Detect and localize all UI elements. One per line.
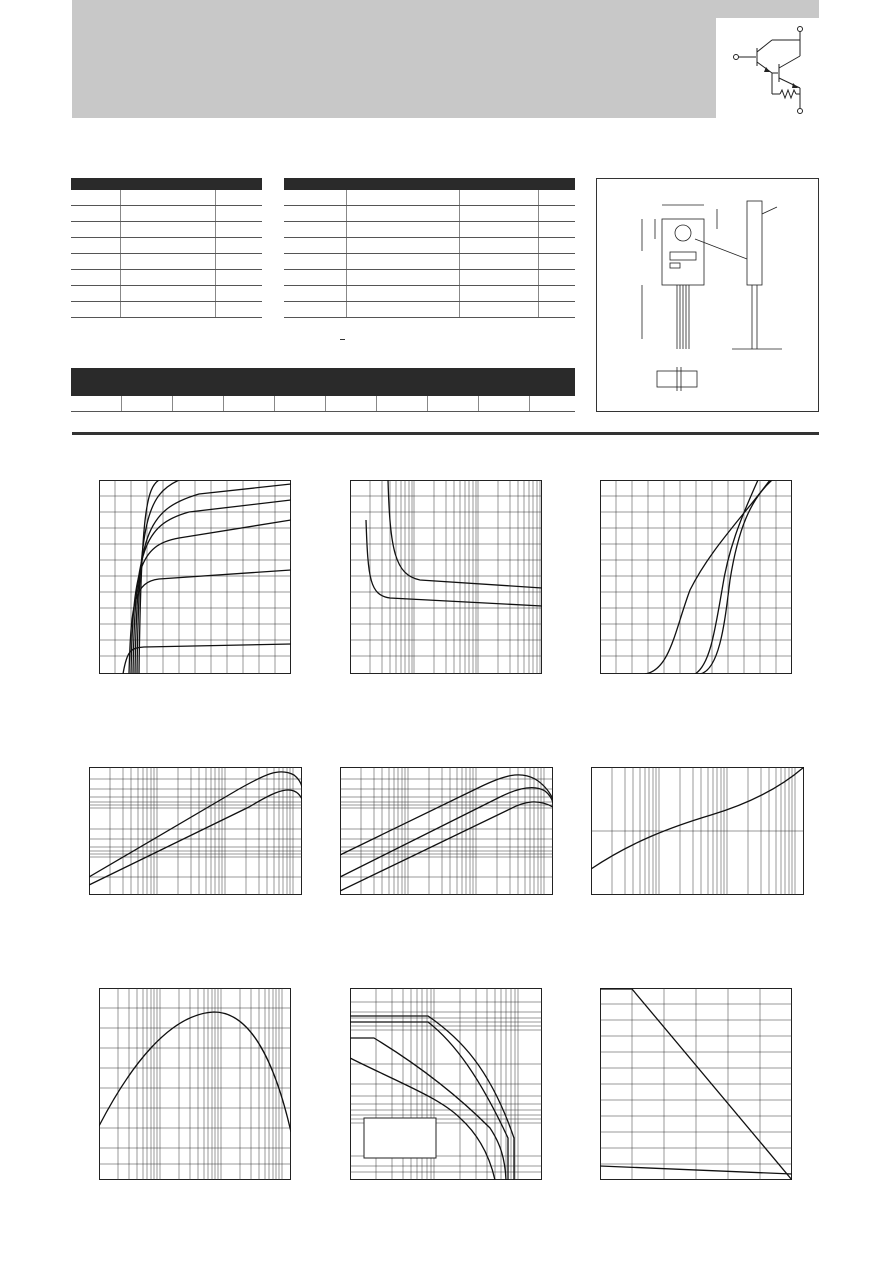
graph-safe-operating-area <box>350 988 542 1180</box>
section-rule <box>72 432 819 435</box>
classification-table <box>71 368 575 412</box>
graph-log-curves <box>350 480 542 674</box>
graph-transfer-curves <box>600 480 792 674</box>
schematic-box <box>716 18 819 118</box>
spec-table-right <box>284 178 575 318</box>
graph-log-log-b <box>340 767 553 895</box>
header-band <box>72 0 819 118</box>
package-outline-box <box>596 178 819 412</box>
graph-log-rising <box>591 767 804 895</box>
package-outline-icon <box>597 179 820 413</box>
graph-log-arch <box>99 988 291 1180</box>
darlington-schematic-icon <box>716 18 819 118</box>
graph-output-characteristics <box>99 480 291 674</box>
graph-log-log-a <box>89 767 302 895</box>
graph-derating <box>600 988 792 1180</box>
footnote-mark <box>340 339 345 340</box>
spec-table-left <box>71 178 262 318</box>
